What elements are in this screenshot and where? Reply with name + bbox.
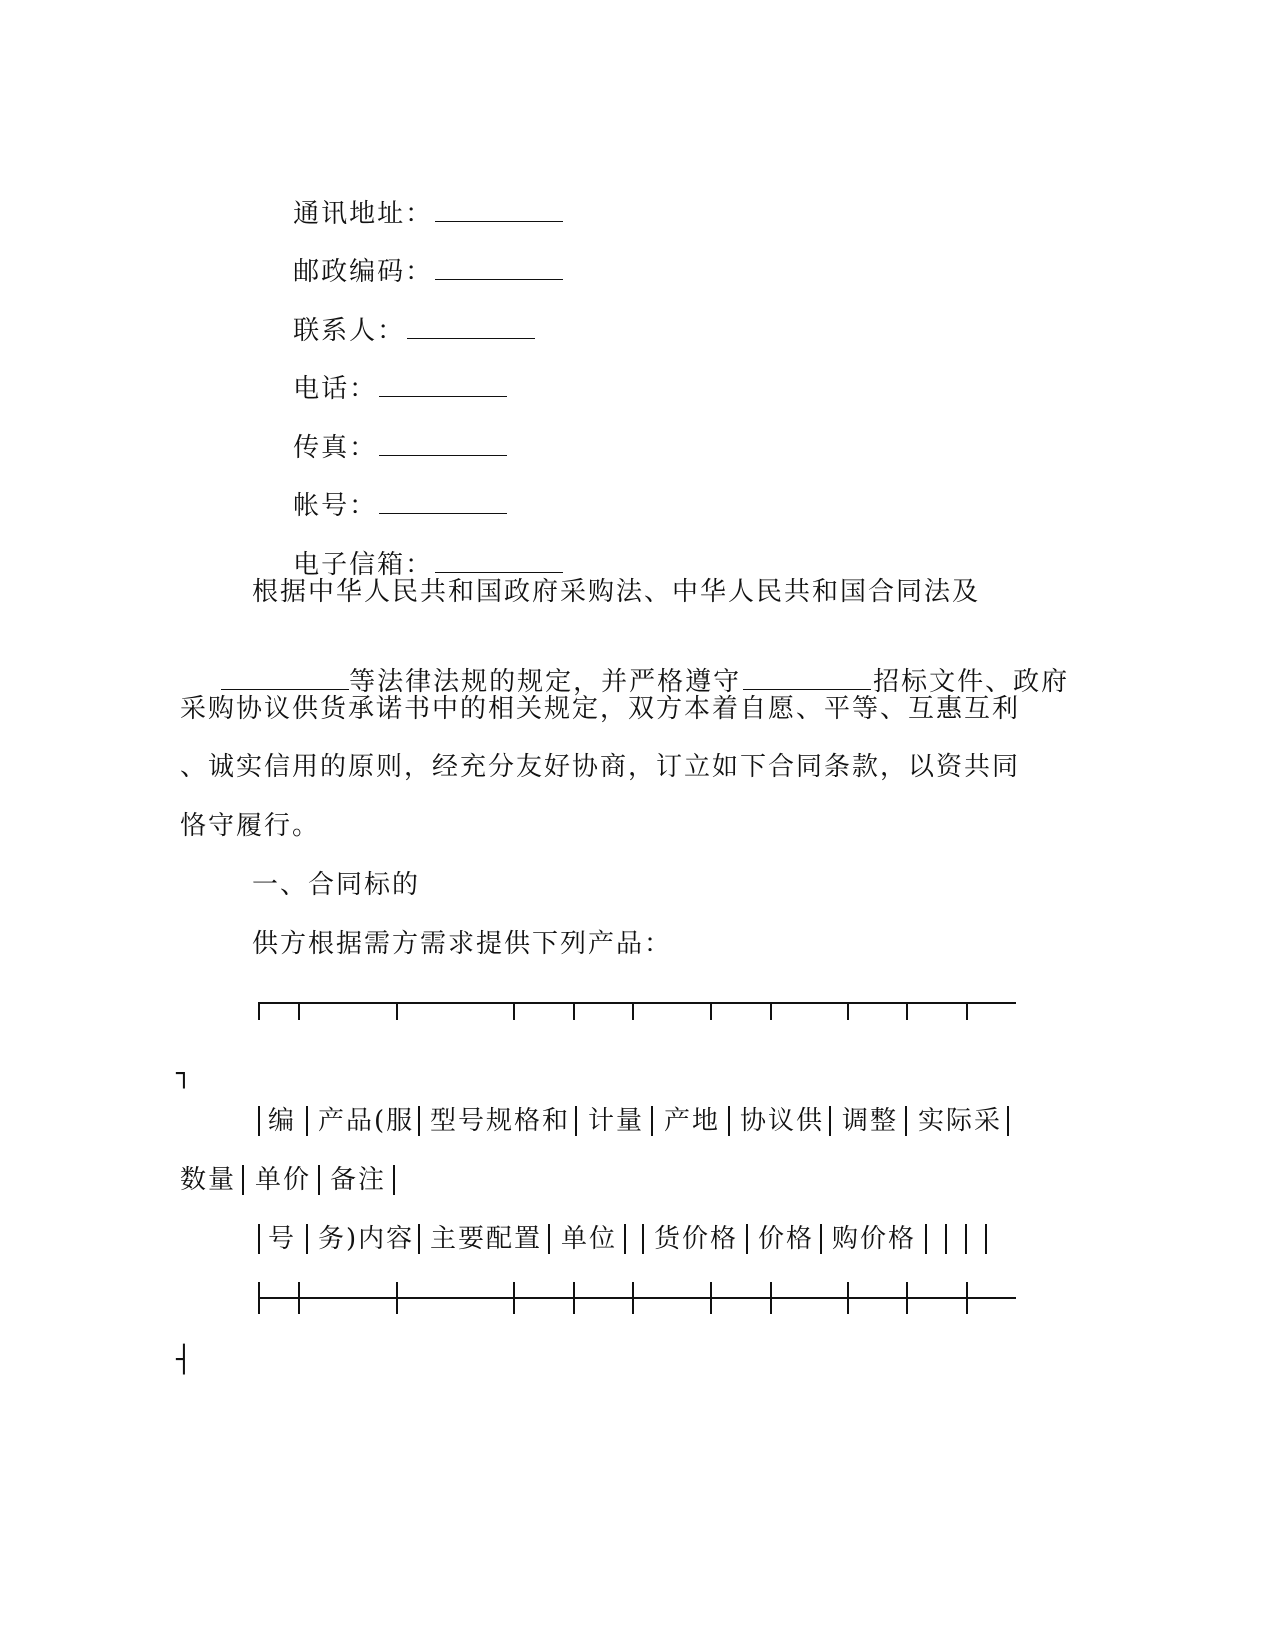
paragraph-line-1: 根据中华人民共和国政府采购法、中华人民共和国合同法及: [252, 577, 981, 607]
header-cell: 购价格: [832, 1224, 917, 1254]
paragraph-line-5: 恪守履行。: [180, 811, 321, 841]
header-cell: 型号规格和: [430, 1106, 571, 1136]
field-email-blank[interactable]: [435, 550, 563, 573]
header-cell: 主要配置: [430, 1224, 543, 1254]
field-postcode-blank[interactable]: [435, 257, 563, 280]
field-phone-blank[interactable]: [379, 374, 507, 397]
header-cell: 数量: [180, 1165, 237, 1195]
header-cell: 计量: [588, 1106, 645, 1136]
header-cell: 单价: [255, 1165, 312, 1195]
header-cell: 产品(服: [318, 1106, 415, 1136]
header-cell: 产地: [664, 1106, 721, 1136]
header-cell: 务)内容: [318, 1224, 415, 1254]
table-top-corner: ┐: [176, 1059, 194, 1089]
header-cell: 货价格: [654, 1224, 739, 1254]
header-cell: 实际采: [918, 1106, 1003, 1136]
table-mid-corner: ┤: [176, 1345, 194, 1375]
field-address-label: 通讯地址：: [293, 199, 434, 229]
header-cell: 协议供: [740, 1106, 825, 1136]
field-contact-blank[interactable]: [407, 316, 535, 339]
header-cell: 单位: [561, 1224, 618, 1254]
paragraph-line-4: 、诚实信用的原则，经充分友好协商，订立如下合同条款，以资共同: [180, 752, 1021, 782]
paragraph-line-3: 采购协议供货承诺书中的相关规定，双方本着自愿、平等、互惠互利: [180, 694, 1021, 724]
field-postcode-label: 邮政编码：: [293, 257, 434, 287]
field-email-label: 电子信箱：: [293, 550, 434, 580]
header-cell: 备注: [330, 1165, 387, 1195]
field-contact-label: 联系人：: [293, 316, 406, 346]
tender-blank[interactable]: [743, 667, 871, 690]
field-fax-label: 传真：: [293, 433, 378, 463]
section-intro: 供方根据需方需求提供下列产品：: [252, 929, 673, 959]
field-phone-label: 电话：: [293, 374, 378, 404]
field-account-blank[interactable]: [379, 491, 507, 514]
paragraph-line-2b: 招标文件、政府: [873, 667, 1070, 697]
header-cell: 调整: [842, 1106, 899, 1136]
header-cell: 号: [268, 1224, 297, 1254]
header-cell: 编: [268, 1106, 297, 1136]
field-fax-blank[interactable]: [379, 433, 507, 456]
field-address-blank[interactable]: [435, 199, 563, 222]
field-account-label: 帐号：: [293, 491, 378, 521]
paragraph-line-2a: 等法律法规的规定，并严格遵守: [349, 667, 742, 697]
section-heading: 一、合同标的: [252, 870, 421, 900]
law-blank[interactable]: [221, 667, 349, 690]
header-cell: 价格: [758, 1224, 815, 1254]
